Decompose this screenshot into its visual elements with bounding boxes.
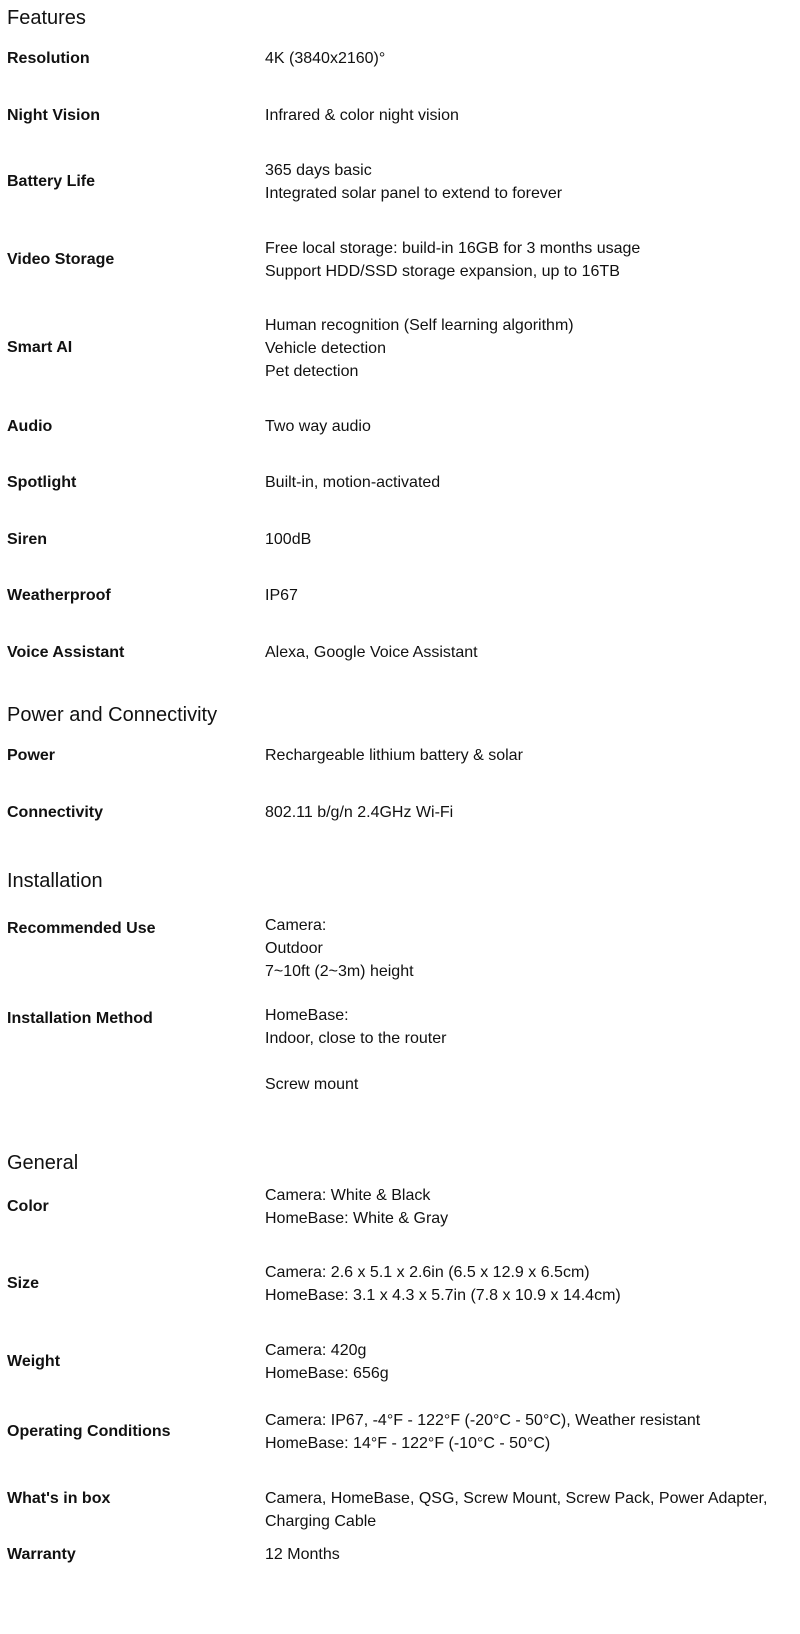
spec-value-line: Camera, HomeBase, QSG, Screw Mount, Screw Pack, Power Adapter, Charging Cable xyxy=(265,1490,768,1530)
spec-value xyxy=(265,159,800,205)
spec-value xyxy=(265,528,800,551)
spec-value-line: Pet detection xyxy=(265,363,359,380)
spec-value xyxy=(265,1409,800,1455)
spec-label: Operating Conditions xyxy=(7,1423,171,1440)
spec-label: Battery Life xyxy=(7,173,96,190)
section-title-installation: Installation xyxy=(7,870,103,892)
spec-value-line: HomeBase: 656g xyxy=(265,1365,389,1382)
spec-value xyxy=(265,801,800,824)
spec-label: Video Storage xyxy=(7,251,115,268)
spec-value-line: Infrared & color night vision xyxy=(265,107,459,124)
spec-value-line: IP67 xyxy=(265,587,298,604)
spec-value-line xyxy=(265,1050,800,1073)
spec-label: Installation Method xyxy=(7,1010,153,1027)
spec-value-line: 802.11 b/g/n 2.4GHz Wi-Fi xyxy=(265,804,454,821)
spec-label: Weight xyxy=(7,1353,61,1370)
spec-label: Resolution xyxy=(7,50,90,67)
spec-value xyxy=(265,1543,800,1566)
spec-value-line: 365 days basic xyxy=(265,162,372,179)
spec-label: Recommended Use xyxy=(7,920,156,937)
spec-value xyxy=(265,314,800,383)
spec-label: Power xyxy=(7,747,56,764)
spec-value-line: Outdoor xyxy=(265,940,323,957)
spec-label: Warranty xyxy=(7,1546,76,1563)
spec-value-line: Indoor, close to the router xyxy=(265,1030,447,1047)
spec-value xyxy=(265,237,800,283)
spec-value xyxy=(265,471,800,494)
spec-value-line: Integrated solar panel to extend to forever xyxy=(265,185,563,202)
spec-label: Color xyxy=(7,1198,49,1215)
spec-value-line: HomeBase: 14°F - 122°F (-10°C - 50°C) xyxy=(265,1435,551,1452)
spec-label: Smart AI xyxy=(7,339,73,356)
spec-value-line: Camera: 420g xyxy=(265,1342,367,1359)
spec-value-line: Camera: 2.6 x 5.1 x 2.6in (6.5 x 12.9 x 6.5cm) xyxy=(265,1264,590,1281)
spec-value-line: 12 Months xyxy=(265,1546,340,1563)
spec-value-line: Camera: IP67, -4°F - 122°F (-20°C - 50°C), Weather resistant xyxy=(265,1412,701,1429)
spec-value-line: HomeBase: xyxy=(265,1007,349,1024)
spec-value-line: 100dB xyxy=(265,531,312,548)
spec-value-line: Camera: xyxy=(265,917,327,934)
spec-value-line: Support HDD/SSD storage expansion, up to 16TB xyxy=(265,263,620,280)
spec-value xyxy=(265,914,800,983)
spec-value xyxy=(265,584,800,607)
spec-value xyxy=(265,1261,800,1307)
spec-value-line: Built-in, motion-activated xyxy=(265,474,441,491)
spec-value xyxy=(265,1339,800,1385)
spec-value-line: Alexa, Google Voice Assistant xyxy=(265,644,478,661)
spec-value-line: 4K (3840x2160)° xyxy=(265,50,386,67)
spec-value xyxy=(265,104,800,127)
spec-label: Night Vision xyxy=(7,107,101,124)
spec-value-line: 7~10ft (2~3m) height xyxy=(265,963,414,980)
spec-label: What's in box xyxy=(7,1490,111,1507)
section-title-features: Features xyxy=(7,7,86,29)
spec-value-line: HomeBase: White & Gray xyxy=(265,1210,449,1227)
spec-label: Connectivity xyxy=(7,804,104,821)
spec-value xyxy=(265,744,800,767)
spec-value xyxy=(265,47,800,70)
spec-value-line: Vehicle detection xyxy=(265,340,386,357)
spec-value xyxy=(265,641,800,664)
spec-value xyxy=(265,1184,800,1230)
spec-label: Weatherproof xyxy=(7,587,111,604)
spec-label: Voice Assistant xyxy=(7,644,125,661)
spec-value-line: HomeBase: 3.1 x 4.3 x 5.7in (7.8 x 10.9 x 14.4cm) xyxy=(265,1287,621,1304)
spec-label: Audio xyxy=(7,418,53,435)
spec-value-line: Two way audio xyxy=(265,418,371,435)
spec-value-line: Free local storage: build-in 16GB for 3 months usage xyxy=(265,240,641,257)
spec-value xyxy=(265,1487,800,1533)
spec-value-line: Screw mount xyxy=(265,1076,359,1093)
section-title-general: General xyxy=(7,1152,79,1174)
spec-label: Siren xyxy=(7,531,48,548)
section-title-power-and-connectivity: Power and Connectivity xyxy=(7,704,218,726)
spec-value-line: Rechargeable lithium battery & solar xyxy=(265,747,523,764)
spec-value xyxy=(265,415,800,438)
spec-label: Spotlight xyxy=(7,474,77,491)
spec-label: Size xyxy=(7,1275,40,1292)
spec-value-line: Camera: White & Black xyxy=(265,1187,431,1204)
spec-value xyxy=(265,1004,800,1096)
spec-value-line: Human recognition (Self learning algorithm) xyxy=(265,317,574,334)
